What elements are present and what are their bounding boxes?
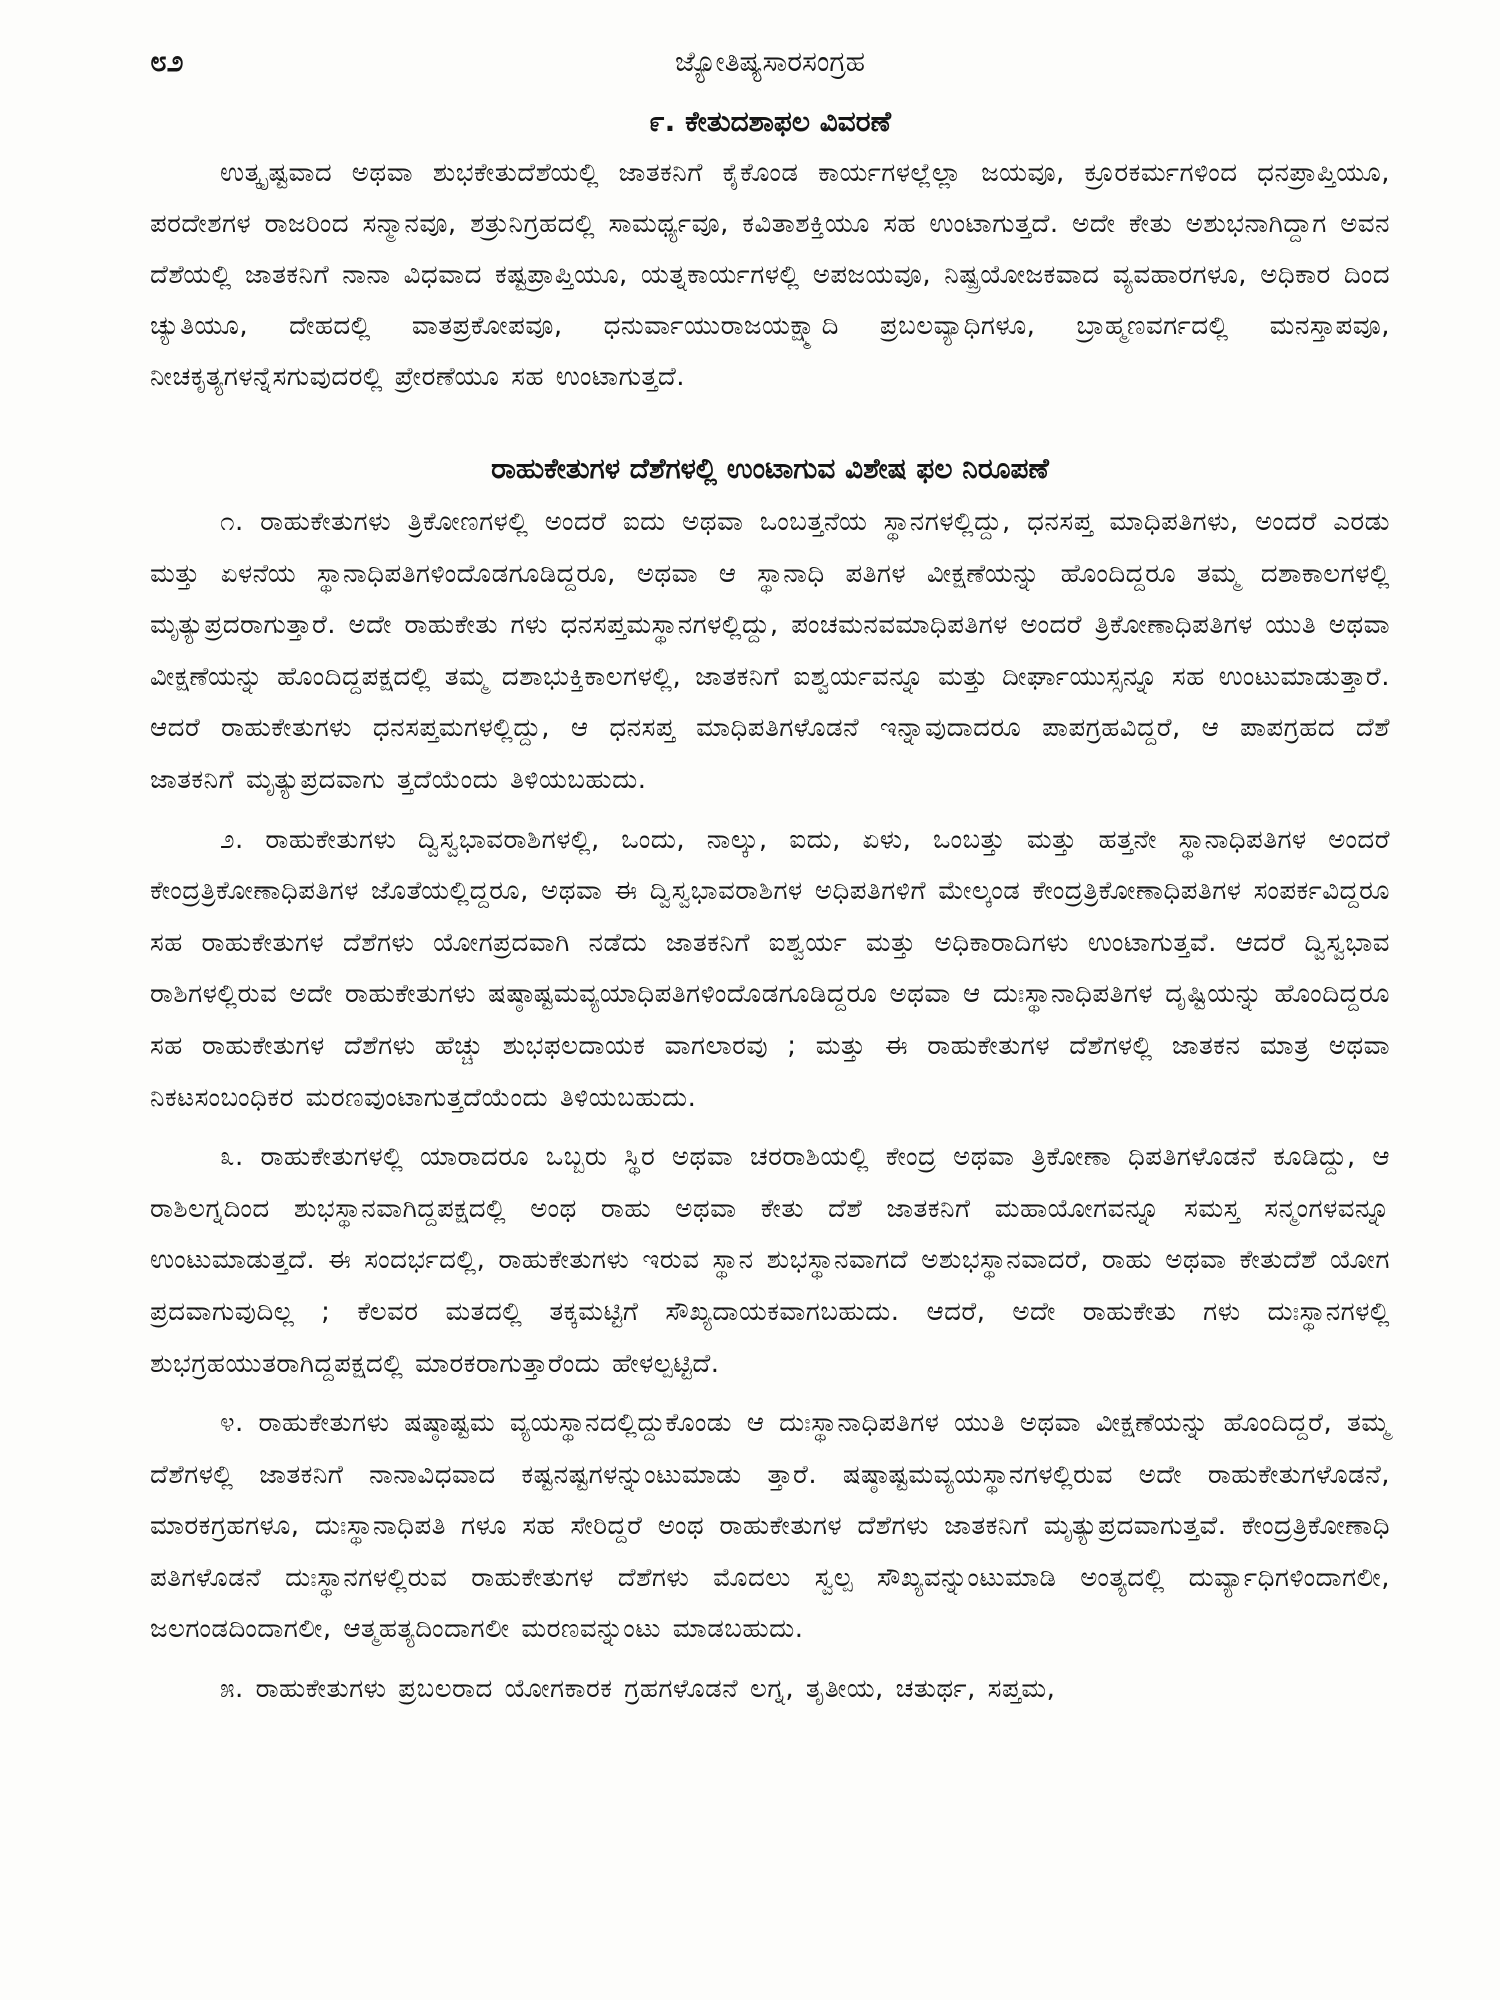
paragraph-rule-1: ೧. ರಾಹುಕೇತುಗಳು ತ್ರಿಕೋಣಗಳಲ್ಲಿ ಅಂದರೆ ಐದು ಅಥವಾ ಒಂಬತ್ತನೆಯ ಸ್ಥಾನಗಳಲ್ಲಿದ್ದು, ಧನಸಪ್ತ ಮಾಧಿಪತಿಗಳು, ಅಂದರೆ ಎರಡು ಮತ್ತು ಏಳನೆಯ ಸ್ಥಾನಾಧಿಪತಿಗಳಿಂದೊಡಗೂಡಿದ್ದರೂ, ಅಥವಾ ಆ ಸ್ಥಾನಾಧಿ ಪತಿಗಳ ವೀಕ್ಷಣೆಯನ್ನು ಹೊಂದಿದ್ದರೂ ತಮ್ಮ ದಶಾಕಾಲಗಳಲ್ಲಿ ಮೃತ್ಯುಪ್ರದರಾಗುತ್ತಾರೆ. ಅದೇ ರಾಹುಕೇತು ಗಳು ಧನಸಪ್ತಮಸ್ಥಾನಗಳಲ್ಲಿದ್ದು, ಪಂಚಮನವಮಾಧಿಪತಿಗಳ ಅಂದರೆ ತ್ರಿಕೋಣಾಧಿಪತಿಗಳ ಯುತಿ ಅಥವಾ ವೀಕ್ಷಣೆಯನ್ನು ಹೊಂದಿದ್ದಪಕ್ಷದಲ್ಲಿ ತಮ್ಮ ದಶಾಭುಕ್ತಿಕಾಲಗಳಲ್ಲಿ, ಜಾತಕನಿಗೆ ಐಶ್ವರ್ಯವನ್ನೂ ಮತ್ತು ದೀರ್ಘಾಯುಸ್ಸನ್ನೂ ಸಹ ಉಂಟುಮಾಡುತ್ತಾರೆ. ಆದರೆ ರಾಹುಕೇತುಗಳು ಧನಸಪ್ತಮಗಳಲ್ಲಿದ್ದು, ಆ ಧನಸಪ್ತ ಮಾಧಿಪತಿಗಳೊಡನೆ ಇನ್ನಾವುದಾದರೂ ಪಾಪಗ್ರಹವಿದ್ದರೆ, ಆ ಪಾಪಗ್ರಹದ ದೆಶೆ ಜಾತಕನಿಗೆ ಮೃತ್ಯುಪ್ರದವಾಗು ತ್ತದೆಯೆಂದು ತಿಳಿಯಬಹುದು. [150, 507, 1390, 795]
paragraph-rule-4: ೪. ರಾಹುಕೇತುಗಳು ಷಷ್ಠಾಷ್ಟಮ ವ್ಯಯಸ್ಥಾನದಲ್ಲಿದ್ದುಕೊಂಡು ಆ ದುಃಸ್ಥಾನಾಧಿಪತಿಗಳ ಯುತಿ ಅಥವಾ ವೀಕ್ಷಣೆಯನ್ನು ಹೊಂದಿದ್ದರೆ, ತಮ್ಮ ದೆಶೆಗಳಲ್ಲಿ ಜಾತಕನಿಗೆ ನಾನಾವಿಧವಾದ ಕಷ್ಟನಷ್ಟಗಳನ್ನುಂಟುಮಾಡು ತ್ತಾರೆ. ಷಷ್ಠಾಷ್ಟಮವ್ಯಯಸ್ಥಾನಗಳಲ್ಲಿರುವ ಅದೇ ರಾಹುಕೇತುಗಳೊಡನೆ, ಮಾರಕಗ್ರಹಗಳೂ, ದುಃಸ್ಥಾನಾಧಿಪತಿ ಗಳೂ ಸಹ ಸೇರಿದ್ದರೆ ಅಂಥ ರಾಹುಕೇತುಗಳ ದೆಶೆಗಳು ಜಾತಕನಿಗೆ ಮೃತ್ಯುಪ್ರದವಾಗುತ್ತವೆ. ಕೇಂದ್ರತ್ರಿಕೋಣಾಧಿ ಪತಿಗಳೊಡನೆ ದುಃಸ್ಥಾನಗಳಲ್ಲಿರುವ ರಾಹುಕೇತುಗಳ ದೆಶೆಗಳು ಮೊದಲು ಸ್ವಲ್ಪ ಸೌಖ್ಯವನ್ನುಂಟುಮಾಡಿ ಅಂತ್ಯದಲ್ಲಿ ದುರ್ವ್ಯಾಧಿಗಳಿಂದಾಗಲೀ, ಜಲಗಂಡದಿಂದಾಗಲೀ, ಆತ್ಮಹತ್ಯದಿಂದಾಗಲೀ ಮರಣವನ್ನುಂಟು ಮಾಡಬಹುದು. [150, 1408, 1390, 1645]
paragraph-rule-3: ೩. ರಾಹುಕೇತುಗಳಲ್ಲಿ ಯಾರಾದರೂ ಒಬ್ಬರು ಸ್ಥಿರ ಅಥವಾ ಚರರಾಶಿಯಲ್ಲಿ ಕೇಂದ್ರ ಅಥವಾ ತ್ರಿಕೋಣಾ ಧಿಪತಿಗಳೊಡನೆ ಕೂಡಿದ್ದು, ಆ ರಾಶಿಲಗ್ನದಿಂದ ಶುಭಸ್ಥಾನವಾಗಿದ್ದಪಕ್ಷದಲ್ಲಿ ಅಂಥ ರಾಹು ಅಥವಾ ಕೇತು ದೆಶೆ ಜಾತಕನಿಗೆ ಮಹಾಯೋಗವನ್ನೂ ಸಮಸ್ತ ಸನ್ಮಂಗಳವನ್ನೂ ಉಂಟುಮಾಡುತ್ತದೆ. ಈ ಸಂದರ್ಭದಲ್ಲಿ, ರಾಹುಕೇತುಗಳು ಇರುವ ಸ್ಥಾನ ಶುಭಸ್ಥಾನವಾಗದೆ ಅಶುಭಸ್ಥಾನವಾದರೆ, ರಾಹು ಅಥವಾ ಕೇತುದೆಶೆ ಯೋಗ ಪ್ರದವಾಗುವುದಿಲ್ಲ ; ಕೆಲವರ ಮತದಲ್ಲಿ ತಕ್ಕಮಟ್ಟಿಗೆ ಸೌಖ್ಯದಾಯಕವಾಗಬಹುದು. ಆದರೆ, ಅದೇ ರಾಹುಕೇತು ಗಳು ದುಃಸ್ಥಾನಗಳಲ್ಲಿ ಶುಭಗ್ರಹಯುತರಾಗಿದ್ದಪಕ್ಷದಲ್ಲಿ ಮಾರಕರಾಗುತ್ತಾರೆಂದು ಹೇಳಲ್ಪಟ್ಟಿದೆ. [150, 1142, 1390, 1379]
running-head [150, 40, 1390, 84]
section-heading-rahu-ketu: ರಾಹುಕೇತುಗಳ ದೆಶೆಗಳಲ್ಲಿ ಉಂಟಾಗುವ ವಿಶೇಷ ಫಲ ನಿರೂಪಣೆ [491, 452, 1049, 485]
paragraph-rule-5: ೫. ರಾಹುಕೇತುಗಳು ಪ್ರಬಲರಾದ ಯೋಗಕಾರಕ ಗ್ರಹಗಳೊಡನೆ ಲಗ್ನ, ತೃತೀಯ, ಚತುರ್ಥ, ಸಪ್ತಮ, [220, 1674, 1056, 1705]
page-content [150, 100, 1390, 1716]
section-heading-ketu-dasha: ೯. ಕೇತುದಶಾಫಲ ವಿವರಣೆ [649, 105, 891, 138]
paragraph-ketu-dasha: ಉತ್ಕೃಷ್ಟವಾದ ಅಥವಾ ಶುಭಕೇತುದೆಶೆಯಲ್ಲಿ ಜಾತಕನಿಗೆ ಕೈಕೊಂಡ ಕಾರ್ಯಗಳಲ್ಲೆಲ್ಲಾ ಜಯವೂ, ಕ್ರೂರಕರ್ಮಗಳಿಂದ ಧನಪ್ರಾಪ್ತಿಯೂ, ಪರದೇಶಗಳ ರಾಜರಿಂದ ಸನ್ಮಾನವೂ, ಶತ್ರುನಿಗ್ರಹದಲ್ಲಿ ಸಾಮರ್ಥ್ಯವೂ, ಕವಿತಾಶಕ್ತಿಯೂ ಸಹ ಉಂಟಾಗುತ್ತದೆ. ಅದೇ ಕೇತು ಅಶುಭನಾಗಿದ್ದಾಗ ಅವನ ದೆಶೆಯಲ್ಲಿ ಜಾತಕನಿಗೆ ನಾನಾ ವಿಧವಾದ ಕಷ್ಟಪ್ರಾಪ್ತಿಯೂ, ಯತ್ನಕಾರ್ಯಗಳಲ್ಲಿ ಅಪಜಯವೂ, ನಿಷ್ಪ್ರಯೋಜಕವಾದ ವ್ಯವಹಾರಗಳೂ, ಅಧಿಕಾರ ದಿಂದ ಚ್ಯುತಿಯೂ, ದೇಹದಲ್ಲಿ ವಾತಪ್ರಕೋಪವೂ, ಧನುರ್ವಾಯುರಾಜಯಕ್ಷ್ಮಾದಿ ಪ್ರಬಲವ್ಯಾಧಿಗಳೂ, ಬ್ರಾಹ್ಮಣವರ್ಗದಲ್ಲಿ ಮನಸ್ತಾಪವೂ, ನೀಚಕೃತ್ಯಗಳನ್ನೆಸಗುವುದರಲ್ಲಿ ಪ್ರೇರಣೆಯೂ ಸಹ ಉಂಟಾಗುತ್ತದೆ. [150, 158, 1390, 392]
paragraph-rule-2: ೨. ರಾಹುಕೇತುಗಳು ದ್ವಿಸ್ವಭಾವರಾಶಿಗಳಲ್ಲಿ, ಒಂದು, ನಾಲ್ಕು, ಐದು, ಏಳು, ಒಂಬತ್ತು ಮತ್ತು ಹತ್ತನೇ ಸ್ಥಾನಾಧಿಪತಿಗಳ ಅಂದರೆ ಕೇಂದ್ರತ್ರಿಕೋಣಾಧಿಪತಿಗಳ ಜೊತೆಯಲ್ಲಿದ್ದರೂ, ಅಥವಾ ಈ ದ್ವಿಸ್ವಭಾವರಾಶಿಗಳ ಅಧಿಪತಿಗಳಿಗೆ ಮೇಲ್ಕಂಡ ಕೇಂದ್ರತ್ರಿಕೋಣಾಧಿಪತಿಗಳ ಸಂಪರ್ಕವಿದ್ದರೂ ಸಹ ರಾಹುಕೇತುಗಳ ದೆಶೆಗಳು ಯೋಗಪ್ರದವಾಗಿ ನಡೆದು ಜಾತಕನಿಗೆ ಐಶ್ವರ್ಯ ಮತ್ತು ಅಧಿಕಾರಾದಿಗಳು ಉಂಟಾಗುತ್ತವೆ. ಆದರೆ ದ್ವಿಸ್ವಭಾವ ರಾಶಿಗಳಲ್ಲಿರುವ ಅದೇ ರಾಹುಕೇತುಗಳು ಷಷ್ಠಾಷ್ಟಮವ್ಯಯಾಧಿಪತಿಗಳಿಂದೊಡಗೂಡಿದ್ದರೂ ಅಥವಾ ಆ ದುಃಸ್ಥಾನಾಧಿಪತಿಗಳ ದೃಷ್ಟಿಯನ್ನು ಹೊಂದಿದ್ದರೂ ಸಹ ರಾಹುಕೇತುಗಳ ದೆಶೆಗಳು ಹೆಚ್ಚು ಶುಭಫಲದಾಯಕ ವಾಗಲಾರವು ; ಮತ್ತು ಈ ರಾಹುಕೇತುಗಳ ದೆಶೆಗಳಲ್ಲಿ ಜಾತಕನ ಮಾತ್ರ ಅಥವಾ ನಿಕಟಸಂಬಂಧಿಕರ ಮರಣವುಂಟಾಗುತ್ತದೆಯೆಂದು ತಿಳಿಯಬಹುದು. [150, 824, 1390, 1113]
book-title: ಜ್ಯೋತಿಷ್ಯಸಾರಸಂಗ್ರಹ [674, 45, 866, 78]
page-number: ೮೨ [150, 44, 184, 79]
